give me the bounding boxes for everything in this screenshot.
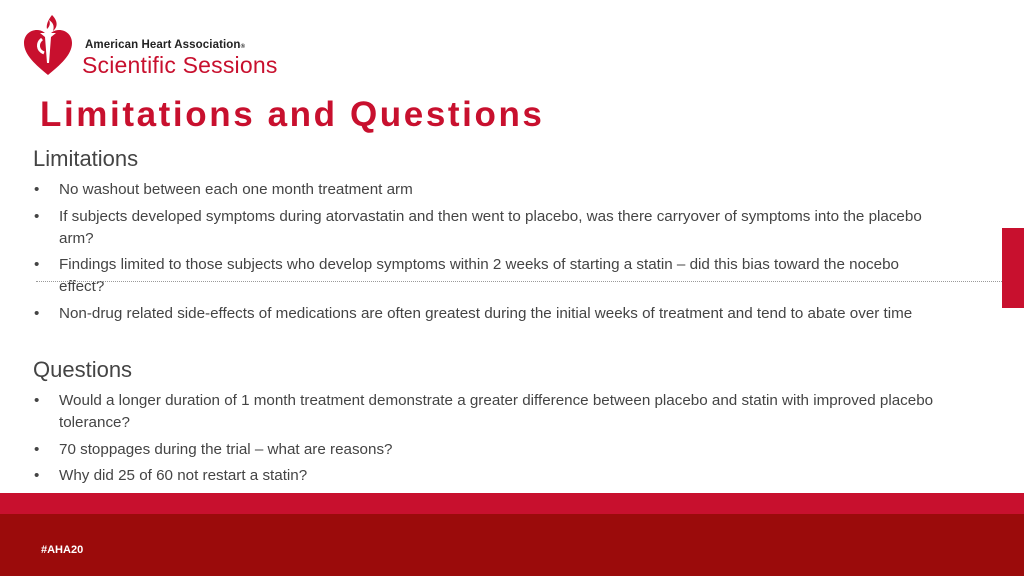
org-name: American Heart Association® (85, 39, 246, 51)
list-item: • If subjects developed symptoms during atorvastatin and then went to placebo, was there carryover of symptoms into the placebo arm? (34, 207, 922, 247)
limitations-heading: Limitations (33, 146, 139, 171)
hashtag-label: #AHA20 (41, 544, 84, 556)
list-item: • Would a longer duration of 1 month treatment demonstrate a greater difference between placebo and statin with improved placebo tolerance? (34, 392, 934, 431)
footer-band (0, 514, 1024, 576)
bullet-icon: • (34, 467, 40, 484)
bullet-icon: • (34, 304, 40, 322)
dotted-divider (36, 281, 1024, 282)
list-item: • No washout between each one month treatment arm (34, 179, 934, 201)
aha-logo (22, 13, 312, 79)
questions-heading: Questions (33, 357, 133, 382)
side-accent-tab (1002, 228, 1024, 308)
list-item: • Non-drug related side-effects of medications are often greatest during the initial weeks of treatment and tend to abate over time (34, 303, 934, 325)
list-item: • 70 stoppages during the trial – what are reasons? (34, 439, 934, 461)
event-name: Scientific Sessions (82, 52, 278, 78)
bullet-icon: • (34, 256, 40, 273)
limitations-list (34, 179, 934, 329)
heart-torch-icon (22, 13, 78, 79)
footer-stripe (0, 493, 1024, 514)
list-item: • Findings limited to those subjects who develop symptoms within 2 weeks of starting a statin – did this bias toward the nocebo effect? (34, 256, 899, 295)
bullet-icon: • (34, 181, 40, 198)
bullet-icon: • (34, 440, 40, 458)
list-item: • Why did 25 of 60 not restart a statin? (34, 465, 934, 487)
questions-list (34, 390, 934, 492)
bullet-icon: • (34, 207, 40, 225)
bullet-icon: • (34, 392, 40, 409)
page-title: Limitations and Questions (40, 95, 545, 134)
